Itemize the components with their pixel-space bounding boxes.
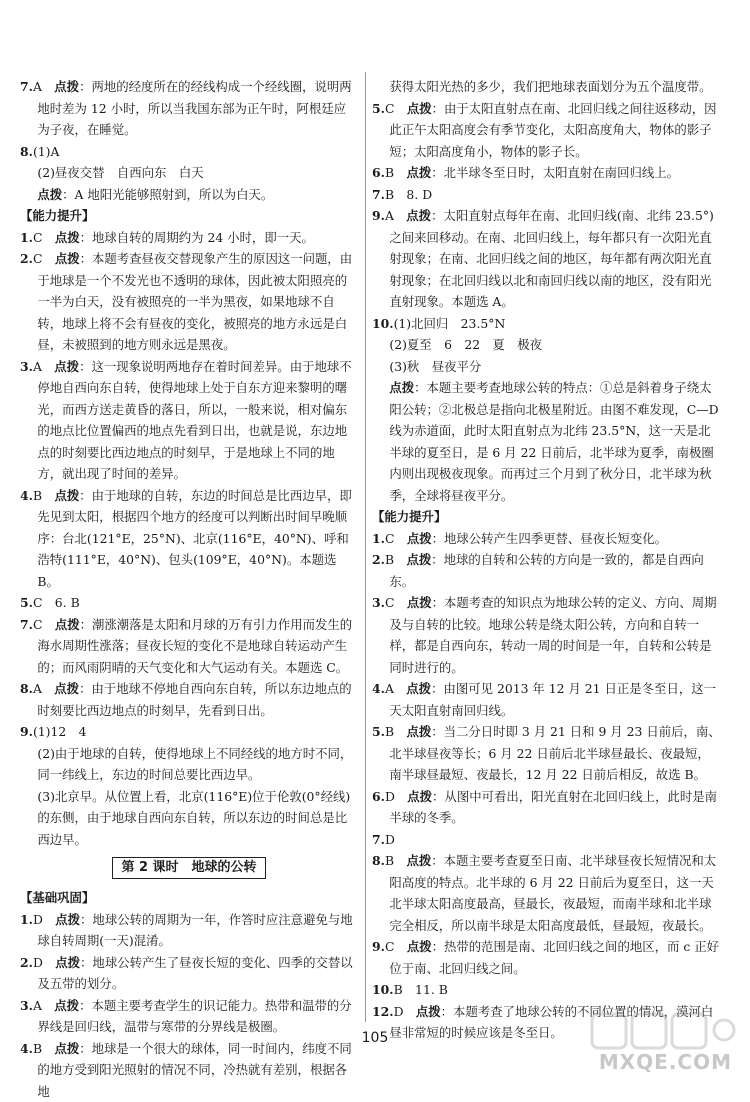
answer-item [372,979,722,1001]
answer-choice: B [33,1041,42,1056]
answer-choice: C [33,251,42,266]
answer-choice: C [33,617,42,632]
question-number: 9. [372,939,385,954]
question-number: 4. [20,1041,33,1056]
question-number: 2. [20,955,33,970]
question-number: 8. [20,144,33,159]
answer-text: ：本题主要考查夏至日南、北半球昼夜长短情况和太阳高度的特点。北半球的 6 月 22 日前后为夏至日，这一天北半球太阳高度最高，昼最长，夜最短，而南半球和北半球完全相反，所以南半球是太阳高度最低，昼最短，夜最长。 [389,853,716,933]
page-number: 105 [0,1030,750,1046]
question-number: 4. [372,681,385,696]
answer-choice: B [385,853,394,868]
hint-label: 点拨 [406,724,431,739]
hint-label: 点拨 [54,1041,79,1056]
answer-choice: D [33,955,43,970]
answer-choice: A [385,681,394,696]
answer-choice: B [385,724,394,739]
answer-text: ：本题考查了地球公转的不同位置的情况，漠河白昼非常短的时候应该是冬至日。 [389,1004,713,1041]
question-number: 9. [20,724,33,739]
question-number: 5. [20,595,33,610]
answer-text: ：北半球冬至日时，太阳直射在南回归线上。 [431,165,679,180]
answer-text: ：地球公转产生四季更替、昼夜长短变化。 [432,531,667,546]
answer-choice: B 11. B [394,982,448,997]
question-number: 7. [20,617,33,632]
answer-item [20,952,358,995]
question-number: 8. [372,853,385,868]
question-number: 1. [20,912,33,927]
question-number: 5. [372,724,385,739]
answer-continuation [372,356,722,378]
answer-item [372,184,722,206]
answer-item [372,786,722,829]
answer-continuation: 获得太阳光热的多少，我们把地球表面划分为五个温度带。 [372,76,722,98]
answer-choice: B [385,165,394,180]
section-header: 【基础巩固】 [20,887,358,909]
answer-choice: B [33,488,42,503]
hint-label: 点拨 [55,230,80,245]
answer-text: ：本题考查的知识点为地球公转的定义、方向、周期及与自转的比较。地球公转是绕太阳公转，方向和自转一样，都是自西向东，转动一周的时间是一年，自转和公转是同时进行的。 [389,595,716,675]
answer-text: (3)秋 昼夜平分 [389,359,481,374]
answer-choice: D [394,1004,404,1019]
answer-choice: (1)12 4 [33,724,87,739]
question-number: 3. [20,998,33,1013]
hint-label: 点拨 [406,165,431,180]
answer-continuation [20,162,358,184]
answer-choice: C [385,531,394,546]
hint-label: 点拨 [407,101,432,116]
answer-choice: A [385,208,394,223]
answer-item [372,205,722,313]
answer-text: ：本题主要考查地球公转的特点：①总是斜着身子绕太阳公转；②北极总是指向北极星附近。由图不难发现，C—D 线为赤道面，此时太阳直射点为北纬 23.5°N，这一天是北半球的夏至日，是 6 月 22 日前后，北半球为夏季，南极圈内则出现极夜现象。而再过三个月到了秋分日，北半球为秋季，全球将昼夜平分。 [389,380,718,503]
answer-item [20,356,358,485]
answer-item [20,909,358,952]
answer-text: ：热带的范围是南、北回归线之间的地区，而 c 正好位于南、北回归线之间。 [389,939,719,976]
hint-label: 点拨 [54,359,79,374]
question-number: 3. [372,595,385,610]
answer-item [372,678,722,721]
hint-label: 点拨 [55,955,80,970]
answer-text: (3)北京早。从位置上看，北京(116°E)位于伦敦(0°经线)的东侧，由于地球自西向东自转，所以东边的时间总是比西边早。 [37,789,350,847]
answer-item [372,313,722,335]
right-column [372,76,722,1044]
hint-label: 点拨 [37,187,62,202]
answer-item [372,162,722,184]
answer-item [20,678,358,721]
question-number: 10. [372,316,394,331]
hint-label: 点拨 [407,789,432,804]
answer-choice: A [33,998,42,1013]
answer-text: ：潮涨潮落是太阳和月球的万有引力作用而发生的海水周期性涨落；昼夜长短的变化不是地球自转运动产生的；而风雨阴晴的天气变化和大气运动有关。本题选 C。 [37,617,352,675]
answer-item [372,592,722,678]
hint-label: 点拨 [54,998,79,1013]
answer-item [20,76,358,141]
question-number: 4. [20,488,33,503]
answer-text: (2)由于地球的自转，使得地球上不同经线的地方时不同，同一纬线上，东边的时间总要比西边早。 [37,746,352,783]
answer-text: (2)昼夜交替 自西向东 白天 [37,165,203,180]
answer-continuation [372,377,722,506]
answer-continuation [372,334,722,356]
answer-text: ：地球公转的周期为一年，作答时应注意避免与地球自转周期(一天)混淆。 [37,912,352,949]
answer-choice: B [385,552,394,567]
hint-label: 点拨 [406,208,431,223]
question-number: 8. [20,681,33,696]
question-number: 7. [372,187,385,202]
answer-item [20,614,358,679]
hint-label: 点拨 [406,552,431,567]
answer-item [372,549,722,592]
answer-text: ：地球公转产生了昼夜长短的变化、四季的交替以及五带的划分。 [37,955,352,992]
hint-label: 点拨 [416,1004,441,1019]
question-number: 7. [372,832,385,847]
answer-choice: (1)A [33,144,60,159]
lesson-title: 第 2 课时 地球的公转 [112,857,265,879]
answer-continuation [20,743,358,786]
answer-choice: C [385,595,394,610]
left-column [20,76,358,1102]
hint-label: 点拨 [55,912,80,927]
hint-label: 点拨 [54,79,79,94]
section-header: 【能力提升】 [372,506,722,528]
answer-item [20,141,358,163]
section-header: 【能力提升】 [20,205,358,227]
answer-choice: C [33,230,42,245]
question-number: 1. [372,531,385,546]
answer-text: ：由于太阳直射点在南、北回归线之间往返移动，因此正午太阳高度会有季节变化，太阳高度角大，物体的影子短；太阳高度角小，物体的影子长。 [389,101,716,159]
hint-label: 点拨 [55,617,80,632]
hint-label: 点拨 [407,595,432,610]
question-number: 9. [372,208,385,223]
answer-choice: A [33,681,42,696]
answer-choice: D [385,832,395,847]
answer-item [20,485,358,593]
hint-label: 点拨 [406,681,431,696]
question-number: 3. [20,359,33,374]
answer-text: ：两地的经度所在的经线构成一个经线圈，说明两地时差为 12 小时，所以当我国东部为正午时，阿根廷应为子夜，在睡觉。 [37,79,351,137]
question-number: 2. [372,552,385,567]
hint-label: 点拨 [55,251,80,266]
answer-item [372,98,722,163]
answer-text: ：本题主要考查学生的识记能力。热带和温带的分界线是回归线，温带与寒带的分界线是极圈。 [37,998,351,1035]
answer-text: ：太阳直射点每年在南、北回归线(南、北纬 23.5°)之间来回移动。在南、北回归线上，每年都只有一次阳光直射现象；在南、北回归线之间的地区，每年都有两次阳光直射现象；在北回归线以北和南回归线以南的地区，没有阳光直射现象。本题选 A。 [389,208,714,309]
answer-item [20,721,358,743]
answer-item [372,850,722,936]
hint-label: 点拨 [407,939,432,954]
answer-choice: (1)北回归 23.5°N [394,316,506,331]
lesson-title-wrap [20,856,358,879]
answer-item [20,248,358,356]
question-number: 7. [20,79,33,94]
question-number: 12. [372,1004,394,1019]
question-number: 6. [372,789,385,804]
question-number: 6. [372,165,385,180]
answer-text: ：这一现象说明两地存在着时间差异。由于地球不停地自西向东自转，使得地球上处于自东方迎来黎明的曙光，而西方送走黄昏的落日，所以，一般来说，相对偏东的地点比位置偏西的地点先看到日出，也就是说，东边地点的时刻要比西边地点的时刻早，于是地球上不同的地方，就出现了时间的差异。 [37,359,351,482]
answer-text: ：由图可见 2013 年 12 月 21 日正是冬至日，这一天太阳直射南回归线。 [389,681,716,718]
answer-choice: B 8. D [385,187,432,202]
answer-item [20,592,358,614]
watermark-text: MXQE.COM [599,1050,732,1074]
answer-continuation [20,184,358,206]
answer-choice: C [385,101,394,116]
column-divider [365,72,366,1022]
hint-label: 点拨 [54,681,79,696]
answer-item [372,528,722,550]
hint-label: 点拨 [407,531,432,546]
answer-text: ：地球的自转和公转的方向是一致的，都是自西向东。 [389,552,703,589]
answer-choice: C [385,939,394,954]
answer-text: (2)夏至 6 22 夏 极夜 [389,337,542,352]
answer-choice: D [385,789,395,804]
answer-item [372,721,722,786]
answer-item [372,829,722,851]
answer-choice: A [33,359,42,374]
answer-choice: C 6. B [33,595,80,610]
hint-label: 点拨 [389,380,414,395]
answer-text: ：A 地阳光能够照射到，所以为白天。 [62,187,273,202]
hint-label: 点拨 [54,488,79,503]
answer-choice: D [33,912,43,927]
question-number: 5. [372,101,385,116]
answer-choice: A [33,79,42,94]
answer-text: ：地球是一个很大的球体，同一时间内，纬度不同的地方受到阳光照射的情况不同，冷热就有差别，根据各地 [37,1041,351,1099]
question-number: 10. [372,982,394,997]
answer-text: ：当二分日时即 3 月 21 日和 9 月 23 日前后，南、北半球昼夜等长；6 月 22 日前后北半球昼最长、夜最短，南半球昼最短、夜最长，12 月 22 日前后相反，故选 B。 [389,724,720,782]
answer-text: ：由于地球的自转，东边的时间总是比西边早，即先见到太阳，根据四个地方的经度可以判断出时间早晚顺序：台北(121°E，25°N)、北京(116°E，40°N)、呼和浩特(111°E，40°N)、包头(109°E，40°N)。本题选 B。 [37,488,351,589]
question-number: 1. [20,230,33,245]
question-number: 2. [20,251,33,266]
answer-item [20,1038,358,1102]
answer-item [372,936,722,979]
answer-continuation [20,786,358,851]
answer-text: ：从图中可看出，阳光直射在北回归线上，此时是南半球的冬季。 [389,789,717,826]
answer-text: ：由于地球不停地自西向东自转，所以东边地点的时刻要比西边地点的时刻早，先看到日出。 [37,681,351,718]
hint-label: 点拨 [406,853,431,868]
answer-item [20,227,358,249]
answer-text: ：地球自转的周期约为 24 小时，即一天。 [80,230,314,245]
answer-text: ：本题考查昼夜交替现象产生的原因这一问题，由于地球是一个不发光也不透明的球体，因此被太阳照亮的一半为白天，没有被照亮的一半为黑夜，如果地球不自转，地球上将不会有昼夜的变化，被照亮的地方永远是白昼，未被照到的地方则永远是黑夜。 [37,251,352,352]
